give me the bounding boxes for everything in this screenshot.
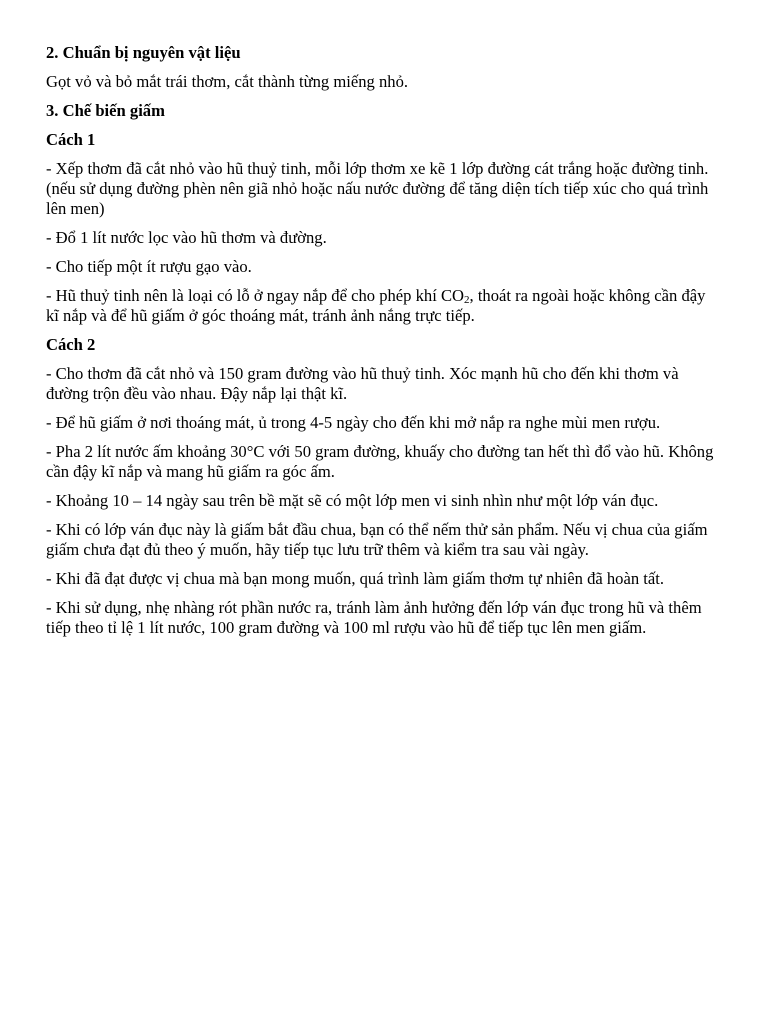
subscript-2: 2 xyxy=(464,294,470,306)
method2-step: - Khi có lớp ván đục này là giấm bắt đầu chua, bạn có thể nếm thử sản phẩm. Nếu vị chua của giấm giấm chưa đạt đủ theo ý muốn, hãy tiếp tục lưu trữ thêm và kiểm tra sau vài ngày. xyxy=(46,520,708,559)
step-text: - Hũ thuỷ tinh nên là loại có lỗ ở ngay nắp để cho phép khí CO xyxy=(46,286,465,305)
method2-step: - Khi sử dụng, nhẹ nhàng rót phần nước ra, tránh làm ảnh hưởng đến lớp ván đục trong hũ và thêm tiếp theo tỉ lệ 1 lít nước, 100 gram đường và 100 ml rượu vào hũ để tiếp tục lên men giấm. xyxy=(46,598,702,637)
method1-step: - Cho tiếp một ít rượu gạo vào. xyxy=(46,257,252,276)
section-heading-processing: 3. Chế biến giấm xyxy=(46,101,165,120)
method-heading-1: Cách 1 xyxy=(46,130,96,149)
method-heading-2: Cách 2 xyxy=(46,335,96,354)
method1-step: - Xếp thơm đã cắt nhỏ vào hũ thuỷ tinh, mỗi lớp thơm xe kẽ 1 lớp đường cát trắng hoặc đường tinh. (nếu sử dụng đường phèn nên giã nhỏ hoặc nấu nước đường để tăng diện tích tiếp xúc cho quá trình lên men) xyxy=(46,159,709,218)
paragraph-materials: Gọt vỏ và bỏ mắt trái thơm, cắt thành từng miếng nhỏ. xyxy=(46,72,409,91)
method2-step: - Khoảng 10 – 14 ngày sau trên bề mặt sẽ có một lớp men vi sinh nhìn như một lớp ván đục. xyxy=(46,491,659,510)
method1-step: - Đổ 1 lít nước lọc vào hũ thơm và đường. xyxy=(46,228,327,247)
method2-step: - Pha 2 lít nước ấm khoảng 30°C với 50 gram đường, khuấy cho đường tan hết thì đổ vào hũ. Không cần đậy kĩ nắp và mang hũ giấm ra góc ấm. xyxy=(46,442,714,481)
step-text: , thoát ra ngoài hoặc không cần đậy kĩ nắp và để hũ giấm ở góc thoáng mát, tránh ảnh nắng trực tiếp. xyxy=(46,286,706,325)
method2-step: - Cho thơm đã cắt nhỏ và 150 gram đường vào hũ thuỷ tinh. Xóc mạnh hũ cho đến khi thơm và đường trộn đều vào nhau. Đậy nắp lại thật kĩ. xyxy=(46,364,679,403)
method2-step: - Khi đã đạt được vị chua mà bạn mong muốn, quá trình làm giấm thơm tự nhiên đã hoàn tất. xyxy=(46,569,665,588)
method2-step: - Để hũ giấm ở nơi thoáng mát, ủ trong 4-5 ngày cho đến khi mở nắp ra nghe mùi men rượu. xyxy=(46,413,661,432)
section-heading-materials: 2. Chuẩn bị nguyên vật liệu xyxy=(46,43,241,62)
method1-step xyxy=(46,286,722,326)
